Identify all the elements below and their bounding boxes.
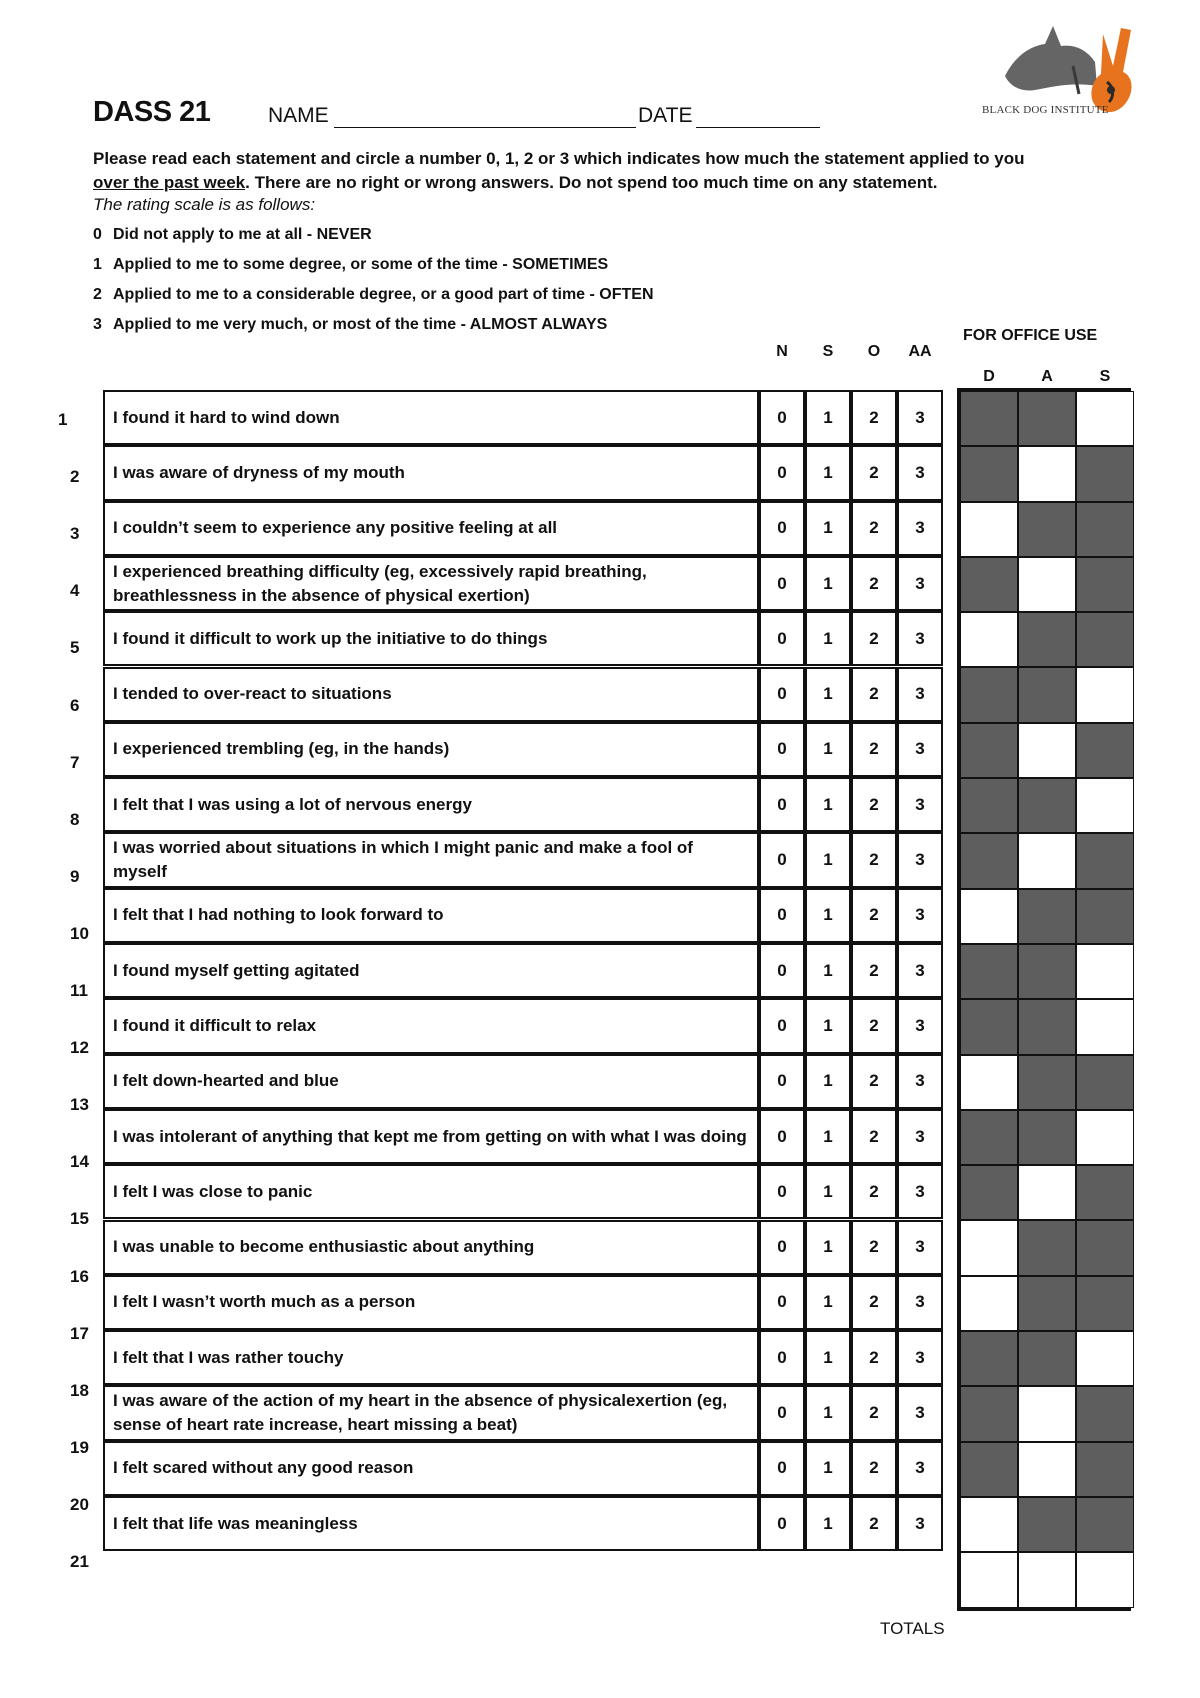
- response-option-1[interactable]: 1: [805, 667, 851, 722]
- scale-item: [93, 256, 608, 274]
- office-shaded-cell: [960, 557, 1018, 612]
- response-option-3[interactable]: 3: [897, 1109, 943, 1164]
- office-shaded-cell: [1076, 1497, 1134, 1552]
- response-option-2[interactable]: 2: [851, 722, 897, 777]
- instructions-line2: . There are no right or wrong answers. Do not spend too much time on any statement.: [245, 173, 938, 192]
- scale-value: 3: [93, 316, 102, 333]
- office-shaded-cell: [960, 999, 1018, 1054]
- response-option-3[interactable]: 3: [897, 998, 943, 1053]
- response-option-0[interactable]: 0: [759, 1441, 805, 1496]
- response-option-0[interactable]: 0: [759, 943, 805, 998]
- instructions-line1: Please read each statement and circle a number 0, 1, 2 or 3 which indicates how much the statement applied to you: [93, 149, 1025, 168]
- response-option-2[interactable]: 2: [851, 1054, 897, 1109]
- response-option-3[interactable]: 3: [897, 1441, 943, 1496]
- response-option-0[interactable]: 0: [759, 501, 805, 556]
- office-score-cell[interactable]: [1076, 944, 1134, 999]
- office-score-cell[interactable]: [1076, 667, 1134, 722]
- response-option-0[interactable]: 0: [759, 556, 805, 611]
- response-option-2[interactable]: 2: [851, 1441, 897, 1496]
- office-shaded-cell: [1018, 502, 1076, 557]
- office-total-cell[interactable]: [1018, 1552, 1076, 1607]
- question-number: 1: [58, 410, 68, 429]
- response-option-2[interactable]: 2: [851, 832, 897, 887]
- question-text: I found it hard to wind down: [103, 390, 759, 445]
- column-header-sometimes: S: [822, 343, 834, 360]
- response-option-3[interactable]: 3: [897, 943, 943, 998]
- scale-text: Did not apply to me at all - NEVER: [113, 226, 372, 243]
- scale-value: 0: [93, 226, 102, 243]
- response-option-2[interactable]: 2: [851, 1385, 897, 1440]
- office-score-cell[interactable]: [1018, 1386, 1076, 1441]
- response-option-0[interactable]: 0: [759, 1385, 805, 1440]
- office-score-cell[interactable]: [1076, 1331, 1134, 1386]
- response-option-1[interactable]: 1: [805, 445, 851, 500]
- office-shaded-cell: [1018, 1331, 1076, 1386]
- office-shaded-cell: [1076, 889, 1134, 944]
- question-text: I found myself getting agitated: [103, 943, 759, 998]
- question-number: 16: [70, 1266, 89, 1286]
- response-option-1[interactable]: 1: [805, 1275, 851, 1330]
- logo-text: BLACK DOG INSTITUTE: [982, 104, 1109, 116]
- office-score-cell[interactable]: [1018, 833, 1076, 888]
- response-option-1[interactable]: 1: [805, 1385, 851, 1440]
- response-option-3[interactable]: 3: [897, 1164, 943, 1219]
- totals-label: TOTALS: [880, 1619, 945, 1638]
- response-option-2[interactable]: 2: [851, 390, 897, 445]
- scale-text: Applied to me very much, or most of the time - ALMOST ALWAYS: [113, 316, 608, 333]
- response-option-3[interactable]: 3: [897, 390, 943, 445]
- scale-text: Applied to me to some degree, or some of the time - SOMETIMES: [113, 256, 609, 273]
- question-number: 12: [70, 1038, 89, 1058]
- office-shaded-cell: [1018, 391, 1076, 446]
- response-option-3[interactable]: 3: [897, 1054, 943, 1109]
- office-shaded-cell: [960, 446, 1018, 501]
- office-score-cell[interactable]: [960, 1055, 1018, 1110]
- date-field[interactable]: [696, 127, 820, 128]
- response-option-0[interactable]: 0: [759, 390, 805, 445]
- response-option-2[interactable]: 2: [851, 445, 897, 500]
- office-shaded-cell: [1018, 612, 1076, 667]
- response-option-3[interactable]: 3: [897, 501, 943, 556]
- office-shaded-cell: [1076, 1386, 1134, 1441]
- response-option-3[interactable]: 3: [897, 1385, 943, 1440]
- office-score-cell[interactable]: [1018, 1165, 1076, 1220]
- office-header-anxiety: A: [1041, 368, 1053, 385]
- response-option-0[interactable]: 0: [759, 722, 805, 777]
- question-text: I was intolerant of anything that kept me from getting on with what I was doing: [103, 1109, 759, 1164]
- question-number: 9: [70, 866, 80, 886]
- response-option-2[interactable]: 2: [851, 501, 897, 556]
- name-field[interactable]: [334, 127, 636, 128]
- office-shaded-cell: [960, 1331, 1018, 1386]
- office-use-grid: [957, 388, 1131, 1611]
- response-option-2[interactable]: 2: [851, 1330, 897, 1385]
- response-option-2[interactable]: 2: [851, 556, 897, 611]
- response-option-3[interactable]: 3: [897, 888, 943, 943]
- response-option-2[interactable]: 2: [851, 998, 897, 1053]
- office-shaded-cell: [1076, 723, 1134, 778]
- office-shaded-cell: [1076, 1442, 1134, 1497]
- column-header-almost-always: AA: [908, 343, 932, 360]
- question-number: 7: [70, 752, 80, 772]
- response-option-1[interactable]: 1: [805, 943, 851, 998]
- office-shaded-cell: [1076, 557, 1134, 612]
- office-score-cell[interactable]: [1076, 391, 1134, 446]
- response-option-0[interactable]: 0: [759, 611, 805, 666]
- response-option-1[interactable]: 1: [805, 1054, 851, 1109]
- response-option-3[interactable]: 3: [897, 1496, 943, 1551]
- question-text: I felt that I was using a lot of nervous energy: [103, 777, 759, 832]
- response-option-3[interactable]: 3: [897, 722, 943, 777]
- question-number: 15: [70, 1209, 89, 1229]
- office-shaded-cell: [1018, 667, 1076, 722]
- name-label: NAME: [268, 104, 329, 127]
- response-option-1[interactable]: 1: [805, 556, 851, 611]
- question-number: 11: [70, 981, 88, 1000]
- office-score-cell[interactable]: [960, 1220, 1018, 1275]
- response-option-2[interactable]: 2: [851, 1496, 897, 1551]
- office-score-cell[interactable]: [960, 1497, 1018, 1552]
- response-option-1[interactable]: 1: [805, 777, 851, 832]
- response-option-1[interactable]: 1: [805, 390, 851, 445]
- office-shaded-cell: [1076, 833, 1134, 888]
- office-shaded-cell: [960, 1386, 1018, 1441]
- office-shaded-cell: [1076, 446, 1134, 501]
- scale-item: [93, 226, 372, 244]
- office-shaded-cell: [960, 667, 1018, 722]
- response-option-3[interactable]: 3: [897, 556, 943, 611]
- response-option-2[interactable]: 2: [851, 943, 897, 998]
- office-shaded-cell: [1076, 1165, 1134, 1220]
- office-shaded-cell: [1018, 1110, 1076, 1165]
- question-number: 14: [70, 1152, 89, 1172]
- response-option-1[interactable]: 1: [805, 722, 851, 777]
- response-option-1[interactable]: 1: [805, 1496, 851, 1551]
- response-option-2[interactable]: 2: [851, 611, 897, 666]
- question-number: 17: [70, 1323, 89, 1343]
- question-number: 19: [70, 1437, 89, 1457]
- response-option-0[interactable]: 0: [759, 1164, 805, 1219]
- response-option-0[interactable]: 0: [759, 1275, 805, 1330]
- office-score-cell[interactable]: [1076, 999, 1134, 1054]
- question-text: I was aware of the action of my heart in the absence of physicalexertion (eg, sense of heart rate increase, heart missing a beat): [103, 1385, 759, 1440]
- scale-value: 1: [93, 256, 102, 273]
- office-shaded-cell: [1076, 612, 1134, 667]
- response-option-0[interactable]: 0: [759, 1220, 805, 1275]
- response-option-1[interactable]: 1: [805, 1441, 851, 1496]
- question-number: 4: [70, 581, 80, 601]
- question-number: 6: [70, 695, 80, 715]
- response-option-0[interactable]: 0: [759, 1496, 805, 1551]
- response-option-3[interactable]: 3: [897, 1275, 943, 1330]
- response-option-2[interactable]: 2: [851, 1164, 897, 1219]
- response-option-2[interactable]: 2: [851, 1109, 897, 1164]
- office-score-cell[interactable]: [1076, 1110, 1134, 1165]
- instructions-timeframe: over the past week: [93, 173, 246, 192]
- question-text: I couldn’t seem to experience any positive feeling at all: [103, 501, 759, 556]
- office-score-cell[interactable]: [1018, 557, 1076, 612]
- column-header-often: O: [867, 343, 881, 360]
- office-shaded-cell: [960, 723, 1018, 778]
- scale-value: 2: [93, 286, 102, 303]
- response-option-1[interactable]: 1: [805, 998, 851, 1053]
- response-option-2[interactable]: 2: [851, 667, 897, 722]
- response-option-0[interactable]: 0: [759, 667, 805, 722]
- question-text: I felt down-hearted and blue: [103, 1054, 759, 1109]
- question-text: I found it difficult to work up the initiative to do things: [103, 611, 759, 666]
- scale-item: [93, 316, 607, 334]
- response-option-1[interactable]: 1: [805, 1109, 851, 1164]
- response-option-3[interactable]: 3: [897, 777, 943, 832]
- office-shaded-cell: [960, 1442, 1018, 1497]
- office-total-cell[interactable]: [960, 1552, 1018, 1607]
- office-shaded-cell: [1076, 1055, 1134, 1110]
- office-shaded-cell: [1018, 1497, 1076, 1552]
- question-text: I was worried about situations in which I might panic and make a fool of myself: [103, 832, 759, 887]
- office-shaded-cell: [1076, 502, 1134, 557]
- question-number: 10: [70, 923, 89, 943]
- response-option-1[interactable]: 1: [805, 1164, 851, 1219]
- office-score-cell[interactable]: [960, 612, 1018, 667]
- office-header-stress: S: [1099, 368, 1111, 385]
- question-text: I felt I wasn’t worth much as a person: [103, 1275, 759, 1330]
- office-score-cell[interactable]: [1018, 1442, 1076, 1497]
- office-score-cell[interactable]: [1076, 778, 1134, 833]
- response-option-3[interactable]: 3: [897, 1330, 943, 1385]
- office-shaded-cell: [960, 391, 1018, 446]
- office-shaded-cell: [960, 1165, 1018, 1220]
- question-text: I experienced breathing difficulty (eg, excessively rapid breathing, breathlessness in the absence of physical exertion): [103, 556, 759, 611]
- office-shaded-cell: [960, 944, 1018, 999]
- office-shaded-cell: [1018, 1055, 1076, 1110]
- question-number: 5: [70, 638, 80, 658]
- office-shaded-cell: [1018, 999, 1076, 1054]
- response-option-0[interactable]: 0: [759, 1330, 805, 1385]
- response-option-1[interactable]: 1: [805, 1330, 851, 1385]
- date-label: DATE: [638, 104, 693, 127]
- office-score-cell[interactable]: [960, 889, 1018, 944]
- office-shaded-cell: [960, 833, 1018, 888]
- question-text: I experienced trembling (eg, in the hands): [103, 722, 759, 777]
- question-number: 20: [70, 1494, 89, 1514]
- office-shaded-cell: [1018, 889, 1076, 944]
- response-option-3[interactable]: 3: [897, 1220, 943, 1275]
- response-option-2[interactable]: 2: [851, 1275, 897, 1330]
- question-text: I felt that life was meaningless: [103, 1496, 759, 1551]
- response-option-0[interactable]: 0: [759, 888, 805, 943]
- response-option-1[interactable]: 1: [805, 888, 851, 943]
- response-option-2[interactable]: 2: [851, 777, 897, 832]
- office-shaded-cell: [960, 778, 1018, 833]
- office-score-cell[interactable]: [1018, 446, 1076, 501]
- question-text: I felt scared without any good reason: [103, 1441, 759, 1496]
- office-shaded-cell: [1018, 778, 1076, 833]
- office-use-label: FOR OFFICE USE: [963, 327, 1098, 344]
- response-option-3[interactable]: 3: [897, 667, 943, 722]
- question-text: I felt I was close to panic: [103, 1164, 759, 1219]
- office-score-cell[interactable]: [960, 1276, 1018, 1331]
- office-shaded-cell: [960, 1110, 1018, 1165]
- response-option-0[interactable]: 0: [759, 998, 805, 1053]
- office-shaded-cell: [1018, 944, 1076, 999]
- response-option-2[interactable]: 2: [851, 888, 897, 943]
- scale-item: [93, 286, 654, 304]
- response-option-0[interactable]: 0: [759, 832, 805, 887]
- response-option-0[interactable]: 0: [759, 445, 805, 500]
- instructions: [93, 147, 1093, 195]
- scale-text: Applied to me to a considerable degree, or a good part of time - OFTEN: [113, 286, 654, 303]
- scale-intro: The rating scale is as follows:: [93, 195, 316, 214]
- office-score-cell[interactable]: [960, 502, 1018, 557]
- response-option-1[interactable]: 1: [805, 611, 851, 666]
- question-text: I was unable to become enthusiastic about anything: [103, 1220, 759, 1275]
- form-title: DASS 21: [93, 96, 211, 128]
- response-option-3[interactable]: 3: [897, 832, 943, 887]
- office-shaded-cell: [1076, 1276, 1134, 1331]
- response-option-1[interactable]: 1: [805, 1220, 851, 1275]
- response-option-3[interactable]: 3: [897, 611, 943, 666]
- response-option-1[interactable]: 1: [805, 501, 851, 556]
- office-score-cell[interactable]: [1018, 723, 1076, 778]
- response-option-0[interactable]: 0: [759, 1109, 805, 1164]
- office-total-cell[interactable]: [1076, 1552, 1134, 1607]
- response-option-0[interactable]: 0: [759, 1054, 805, 1109]
- question-number: 3: [70, 524, 80, 544]
- response-option-2[interactable]: 2: [851, 1220, 897, 1275]
- response-option-3[interactable]: 3: [897, 445, 943, 500]
- question-number: 8: [70, 809, 80, 829]
- office-shaded-cell: [1018, 1276, 1076, 1331]
- column-header-never: N: [776, 343, 788, 360]
- response-option-0[interactable]: 0: [759, 777, 805, 832]
- office-header-depression: D: [983, 368, 995, 385]
- question-number: 2: [70, 467, 80, 487]
- question-number: 21: [70, 1552, 89, 1571]
- question-number: 13: [70, 1095, 89, 1115]
- office-shaded-cell: [1018, 1220, 1076, 1275]
- response-option-1[interactable]: 1: [805, 832, 851, 887]
- question-text: I found it difficult to relax: [103, 998, 759, 1053]
- question-text: I tended to over-react to situations: [103, 667, 759, 722]
- question-text: I was aware of dryness of my mouth: [103, 445, 759, 500]
- office-shaded-cell: [1076, 1220, 1134, 1275]
- question-number: 18: [70, 1380, 89, 1400]
- question-text: I felt that I had nothing to look forward to: [103, 888, 759, 943]
- question-text: I felt that I was rather touchy: [103, 1330, 759, 1385]
